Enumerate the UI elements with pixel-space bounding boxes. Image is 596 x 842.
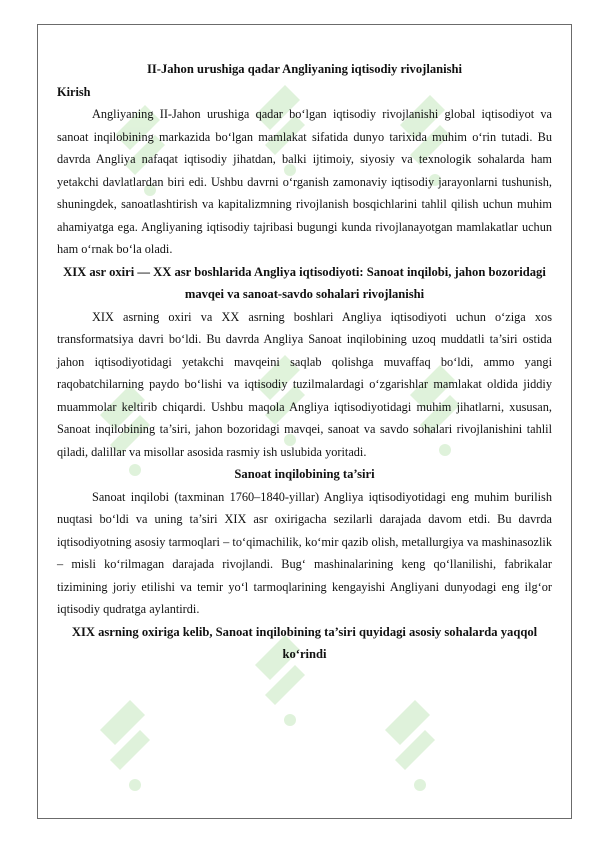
intro-heading: Kirish bbox=[57, 84, 91, 99]
section3-heading: XIX asrning oxiriga kelib, Sanoat inqilobining ta’siri quyidagi asosiy sohalarda yaqqol ko‘rindi bbox=[71, 624, 538, 661]
section1-paragraph: XIX asrning oxiri va XX asrning boshlari Angliya iqtisodiyoti uchun o‘ziga xos transformatsiya davri bo‘ldi. Bu davrda Angliya Sanoat inqilobining uzoq muddatli ta’siri ostida jahon iqtisodiyotidagi yetakchi mavqeini saqlab qolishga muvaffaq bo‘ldi, ammo yangi raqobatchilarning paydo bo‘lishi va iqtisodiy tuzilmalardagi o‘zgarishlar mamlakat oldida jiddiy muammolar keltirib chiqardi. Ushbu maqola Angliya iqtisodiyotidagi muhim jihatlarni, xususan, Sanoat inqilobining ta’siri, jahon bozoridagi mavqei, sanoat va savdo sohalari rivojlanishini tahlil qiladi, dalillar va misollar asosida rasmiy ish uslubida yoritadi. bbox=[57, 309, 552, 459]
section1-heading: XIX asr oxiri — XX asr boshlarida Angliya iqtisodiyoti: Sanoat inqilobi, jahon bozoridagi mavqei va sanoat-savdo sohalari rivojlanishi bbox=[63, 264, 546, 301]
document-body bbox=[57, 58, 552, 666]
section2-heading: Sanoat inqilobining ta’siri bbox=[234, 467, 375, 481]
intro-paragraph: Angliyaning II-Jahon urushiga qadar bo‘lgan iqtisodiy rivojlanishi global iqtisodiyot va sanoat inqilobining markazida bo‘lgan mamlakat sifatida dunyo tarixida muhim o‘rin tutadi. Bu davrda Angliya nafaqat iqtisodiy jihatdan, balki ijtimoiy, siyosiy va texnologik sohalarda ham yetakchi davlatlardan biri edi. Ushbu davrni o‘rganish zamonaviy iqtisodiy jarayonlarni tushunish, shuningdek, sanoatlashtirish va kapitalizmning rivojlanish bosqichlarini tahlil qilish uchun muhim ahamiyatga ega. Angliyaning iqtisodiy tajribasi bugungi kunda rivojlanayotgan mamlakatlar uchun ham o‘rnak bo‘la oladi. bbox=[57, 107, 552, 256]
document-title: II-Jahon urushiga qadar Angliyaning iqtisodiy rivojlanishi bbox=[146, 62, 463, 76]
section2-paragraph: Sanoat inqilobi (taxminan 1760–1840-yillar) Angliya iqtisodiyotidagi eng muhim burilish nuqtasi bo‘ldi va uning ta’siri XIX asr oxirigacha sezilarli darajada davom etdi. Bu davrda iqtisodiyotning asosiy tarmoqlari – to‘qimachilik, ko‘mir qazib olish, metallurgiya va mashinasozlik – misli ko‘rilmagan darajada rivojlandi. Bug‘ mashinalarining keng qo‘llanilishi, fabrikalar tizimining joriy etilishi va temir yo‘l tarmoqlarining kengayishi Angliyani dunyodagi eng ilg‘or iqtisodiy qudratga aylantirdi. bbox=[57, 489, 552, 616]
